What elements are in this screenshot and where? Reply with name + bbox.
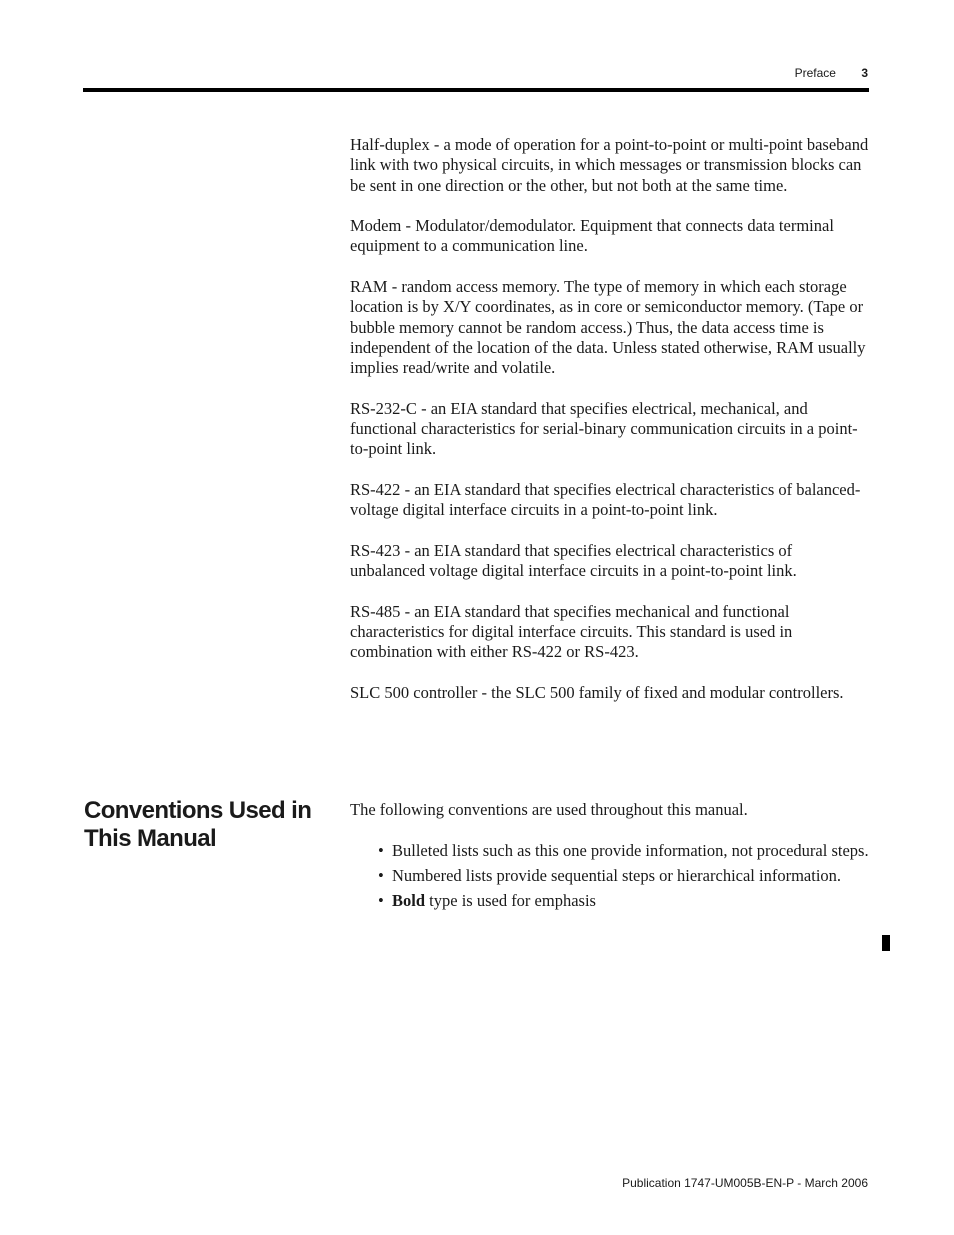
glossary-entry: Half-duplex - a mode of operation for a point-to-point or multi-point baseband link with two physical circuits, in which messages or transmission blocks can be sent in one direction or the other, but not both at the same time. xyxy=(350,135,869,195)
list-item-bold: Bold xyxy=(392,891,426,911)
glossary-entry: RS-232-C - an EIA standard that specifies electrical, mechanical, and functional characteristics for serial-binary communication circuits in a point-to-point link. xyxy=(350,398,858,459)
page-number: 3 xyxy=(861,66,868,80)
conventions-intro: The following conventions are used throughout this manual. xyxy=(350,800,748,819)
glossary-entry: Modem - Modulator/demodulator. Equipment that connects data terminal equipment to a communication line. xyxy=(350,216,834,256)
glossary-entry: SLC 500 controller - the SLC 500 family of fixed and modular controllers. xyxy=(350,683,844,703)
list-item-text: Numbered lists provide sequential steps or hierarchical information. xyxy=(392,865,842,885)
glossary-term: RS-423 xyxy=(350,540,401,560)
bullet-list xyxy=(350,841,870,912)
list-item-text: Bulleted lists such as this one provide information, not procedural steps. xyxy=(392,840,869,860)
glossary-term: RS-232-C xyxy=(350,398,417,418)
list-item xyxy=(378,891,870,911)
bullet-icon: • xyxy=(378,865,384,885)
list-item xyxy=(378,866,870,886)
glossary-term: RS-485 xyxy=(350,601,401,621)
glossary-term: SLC 500 controller xyxy=(350,683,478,703)
glossary-entry: RS-423 - an EIA standard that specifies electrical characteristics of unbalanced voltage digital interface circuits in a point-to-point link. xyxy=(350,540,797,581)
change-bar xyxy=(882,935,890,951)
glossary-entry: RS-422 - an EIA standard that specifies electrical characteristics of balanced-voltage digital interface circuits in a point-to-point link. xyxy=(350,480,861,520)
glossary-definition: the SLC 500 family of fixed and modular controllers. xyxy=(491,683,844,703)
glossary-term: Half-duplex xyxy=(350,135,430,154)
glossary-term: Modem xyxy=(350,216,402,236)
header-rule xyxy=(83,88,869,92)
glossary-definition: random access memory. The type of memory in which each storage location is by X/Y coordinates, as in core or semiconductor memory. (Tape or bubble memory cannot be random access.) Thus, the data access time is independent of the location of the data. Unless stated otherwise, RAM usually implies read/write and volatile. xyxy=(350,277,866,378)
bullet-icon: • xyxy=(378,891,384,911)
glossary-entry: RS-485 - an EIA standard that specifies mechanical and functional characteristics for digital interface circuits. This standard is used in combination with either RS-422 or RS-423. xyxy=(350,601,793,662)
list-item xyxy=(378,841,870,861)
header-section-title: Preface xyxy=(794,66,836,80)
glossary-definition: an EIA standard that specifies electrical characteristics of unbalanced voltage digital interface circuits in a point-to-point link. xyxy=(350,540,797,581)
glossary-definition: an EIA standard that specifies electrical characteristics of balanced-voltage digital interface circuits in a point-to-point link. xyxy=(350,480,861,520)
glossary-term: RAM xyxy=(350,277,388,297)
conventions-section xyxy=(350,800,870,916)
bullet-icon: • xyxy=(378,840,384,860)
section-heading: Conventions Used in This Manual xyxy=(84,797,312,852)
glossary-list xyxy=(350,135,870,724)
publication-footer: Publication 1747-UM005B-EN-P - March 2006 xyxy=(622,1176,868,1190)
glossary-definition: Modulator/demodulator. Equipment that connects data terminal equipment to a communication line. xyxy=(350,216,834,256)
page-header xyxy=(795,66,868,80)
glossary-definition: an EIA standard that specifies electrical, mechanical, and functional characteristics for serial-binary communication circuits in a point-to-point link. xyxy=(350,398,858,459)
list-item-text: type is used for emphasis xyxy=(425,891,596,911)
glossary-definition: an EIA standard that specifies mechanical and functional characteristics for digital interface circuits. This standard is used in combination with either RS-422 or RS-423. xyxy=(350,601,793,662)
glossary-term: RS-422 xyxy=(350,480,401,500)
glossary-definition: a mode of operation for a point-to-point or multi-point baseband link with two physical circuits, in which messages or transmission blocks can be sent in one direction or the other, but not both at the same time. xyxy=(350,135,869,195)
glossary-entry: RAM - random access memory. The type of memory in which each storage location is by X/Y coordinates, as in core or semiconductor memory. (Tape or bubble memory cannot be random access.) Thus, the data access time is independent of the location of the data. Unless stated otherwise, RAM usually implies read/write and volatile. xyxy=(350,277,866,378)
